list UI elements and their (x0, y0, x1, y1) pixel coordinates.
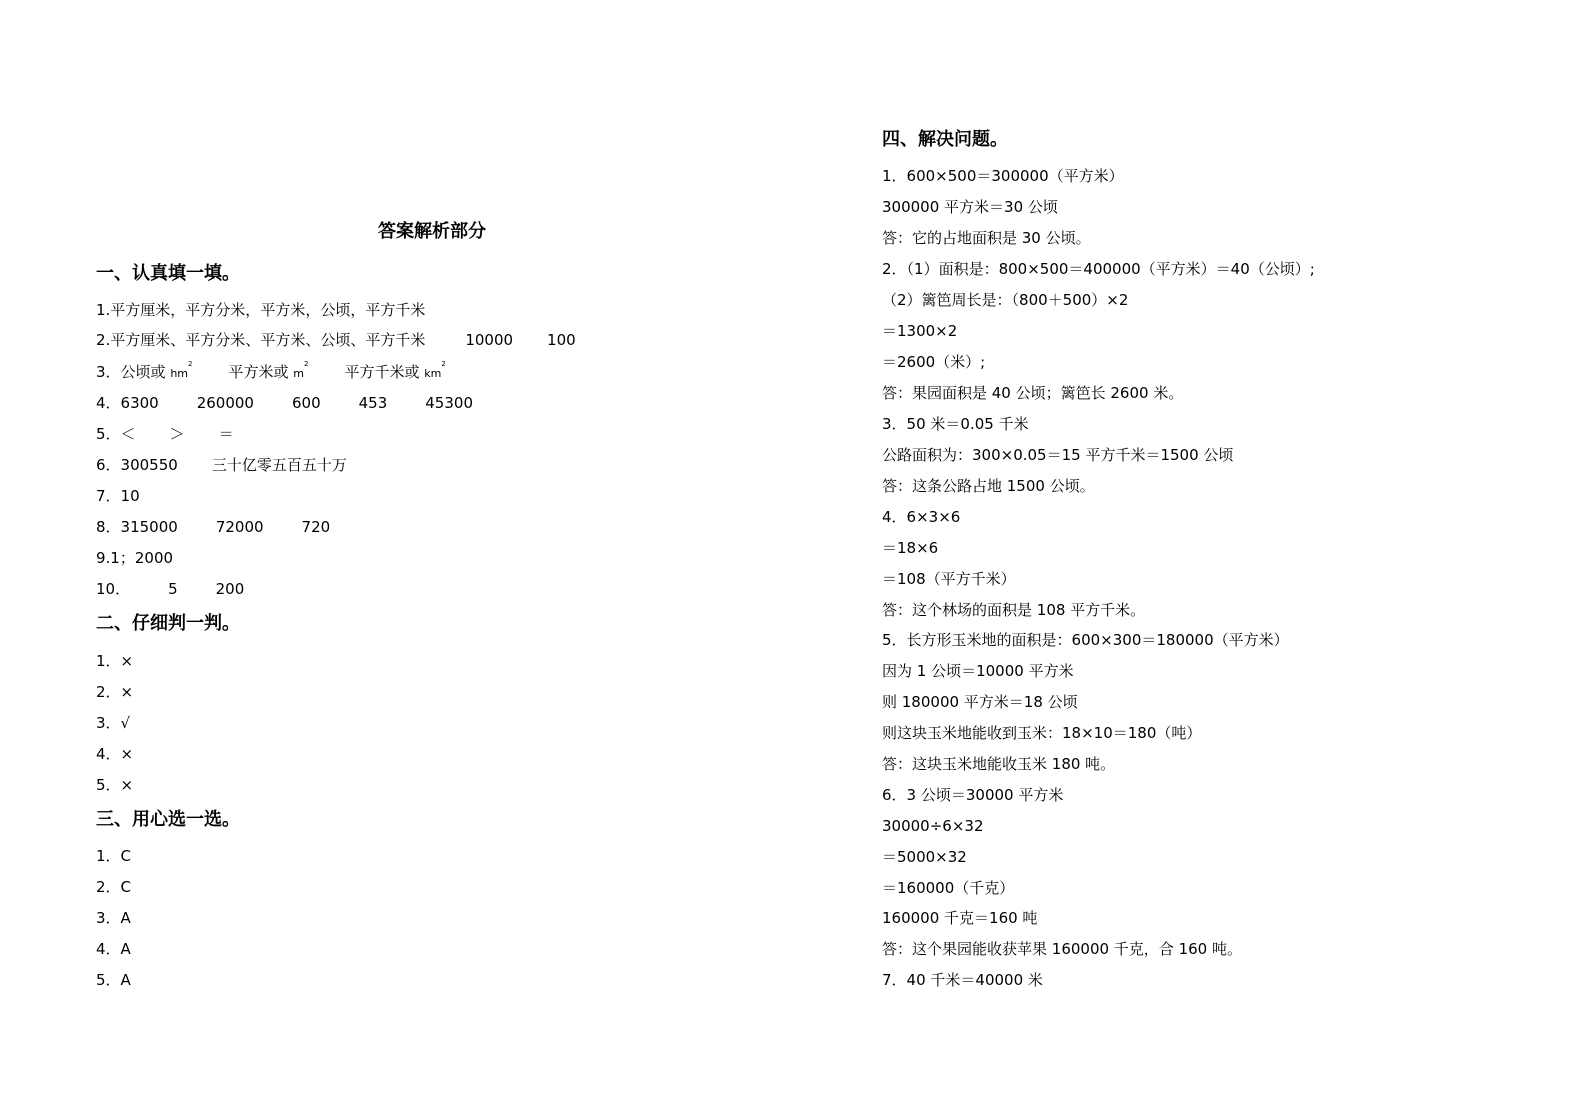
answer-2-1: 1．× (96, 652, 134, 670)
section-2-heading: 二、仔细判一判。 (96, 613, 240, 634)
solution-line: 则这块玉米地能收到玉米：18×10＝180（吨） (882, 724, 1202, 742)
answer-text: 45300 (425, 394, 473, 412)
solution-line: 3．50 米＝0.05 千米 (882, 415, 1029, 433)
solution-line: ＝160000（千克） (882, 879, 1015, 897)
answer-1-1: 1.平方厘米，平方分米，平方米，公顷，平方千米 (96, 301, 426, 319)
answer-1-10 (96, 579, 244, 599)
solution-line: 30000÷6×32 (882, 817, 984, 835)
answer-3-4: 4．A (96, 940, 131, 958)
answer-text: 600 (291, 394, 321, 412)
answer-2-3: 3．√ (96, 714, 131, 732)
solution-line: ＝5000×32 (882, 848, 967, 866)
answer-text: 200 (215, 580, 245, 598)
answer-text: 260000 (196, 394, 254, 412)
answer-2-5: 5．× (96, 776, 134, 794)
superscript: 2 (188, 360, 193, 368)
section-3-heading: 三、用心选一选。 (96, 809, 240, 830)
solution-line: 答：它的占地面积是 30 公顷。 (882, 229, 1091, 247)
page-title: 答案解析部分 (378, 221, 486, 242)
answer-text: 10． (96, 580, 131, 598)
solution-line: 6．3 公顷＝30000 平方米 (882, 786, 1064, 804)
answer-3-1: 1．C (96, 847, 132, 865)
solution-line: 答：这个果园能收获苹果 160000 千克，合 160 吨。 (882, 940, 1242, 958)
unit-text: hm (170, 367, 189, 380)
superscript: 2 (441, 360, 446, 368)
superscript: 2 (303, 360, 309, 368)
solution-line: 7．40 千米＝40000 米 (882, 971, 1043, 989)
answer-text: 4．6300 (96, 394, 159, 412)
answer-1-3 (96, 362, 446, 384)
answer-text: 720 (301, 518, 331, 536)
answer-2-2: 2．× (96, 683, 134, 701)
answer-text: ＝ (218, 425, 234, 443)
answer-text: 公顷或 (120, 363, 171, 381)
answer-text: 6．300550 (96, 456, 178, 474)
solution-line: 因为 1 公顷＝10000 平方米 (882, 662, 1074, 680)
answer-1-4 (96, 393, 473, 413)
answer-number: 3． (96, 363, 121, 381)
solution-line: 答：这个林场的面积是 108 平方千米。 (882, 601, 1146, 619)
solution-line: 公路面积为：300×0.05＝15 平方千米＝1500 公顷 (882, 446, 1234, 464)
solution-line: ＝108（平方千米） (882, 570, 1016, 588)
answer-1-8 (96, 517, 330, 537)
answer-1-7: 7．10 (96, 487, 140, 505)
answer-text: 453 (358, 394, 388, 412)
answer-1-2 (96, 330, 576, 350)
solution-line: 5．长方形玉米地的面积是：600×300＝180000（平方米） (882, 631, 1289, 649)
solution-line: （2）篱笆周长是：（800＋500）×2 (882, 291, 1129, 309)
answer-text: 2.平方厘米、平方分米、平方米、公顷、平方千米 (96, 331, 426, 349)
answer-3-3: 3．A (96, 909, 131, 927)
solution-line: 答：这块玉米地能收玉米 180 吨。 (882, 755, 1116, 773)
solution-line: 则 180000 平方米＝18 公顷 (882, 693, 1078, 711)
answer-1-5 (96, 424, 234, 444)
solution-line: 160000 千克＝160 吨 (882, 909, 1038, 927)
answer-text: 8．315000 (96, 518, 178, 536)
answer-3-2: 2．C (96, 878, 132, 896)
answer-text: 平方千米或 (344, 363, 425, 381)
unit-text: km (424, 367, 442, 380)
solution-line: 2．（1）面积是：800×500＝400000（平方米）＝40（公顷）; (882, 260, 1315, 278)
answer-text: ＞ (169, 425, 185, 443)
answer-1-6 (96, 455, 347, 475)
answer-2-4: 4．× (96, 745, 134, 763)
solution-line: ＝1300×2 (882, 322, 958, 340)
solution-line: 答：果园面积是 40 公顷；篱笆长 2600 米。 (882, 384, 1184, 402)
solution-line: 4．6×3×6 (882, 508, 961, 526)
answer-3-5: 5．A (96, 971, 131, 989)
solution-line: 1．600×500＝300000（平方米） (882, 167, 1124, 185)
answer-text: 平方米或 (228, 363, 294, 381)
solution-line: ＝2600（米）; (882, 353, 986, 371)
unit-text: m (293, 367, 304, 380)
answer-text: 10000 (465, 331, 514, 349)
answer-text: 5 (168, 580, 178, 598)
solution-line: ＝18×6 (882, 539, 939, 557)
section-1-heading: 一、认真填一填。 (96, 263, 240, 284)
section-4-heading: 四、解决问题。 (882, 129, 1008, 150)
answer-1-9: 9.1；2000 (96, 549, 174, 567)
answer-text: 三十亿零五百五十万 (211, 456, 347, 474)
solution-line: 答：这条公路占地 1500 公顷。 (882, 477, 1095, 495)
answer-text: 5．＜ (96, 425, 136, 443)
solution-line: 300000 平方米＝30 公顷 (882, 198, 1058, 216)
answer-text: 100 (547, 331, 576, 349)
answer-text: 72000 (215, 518, 264, 536)
